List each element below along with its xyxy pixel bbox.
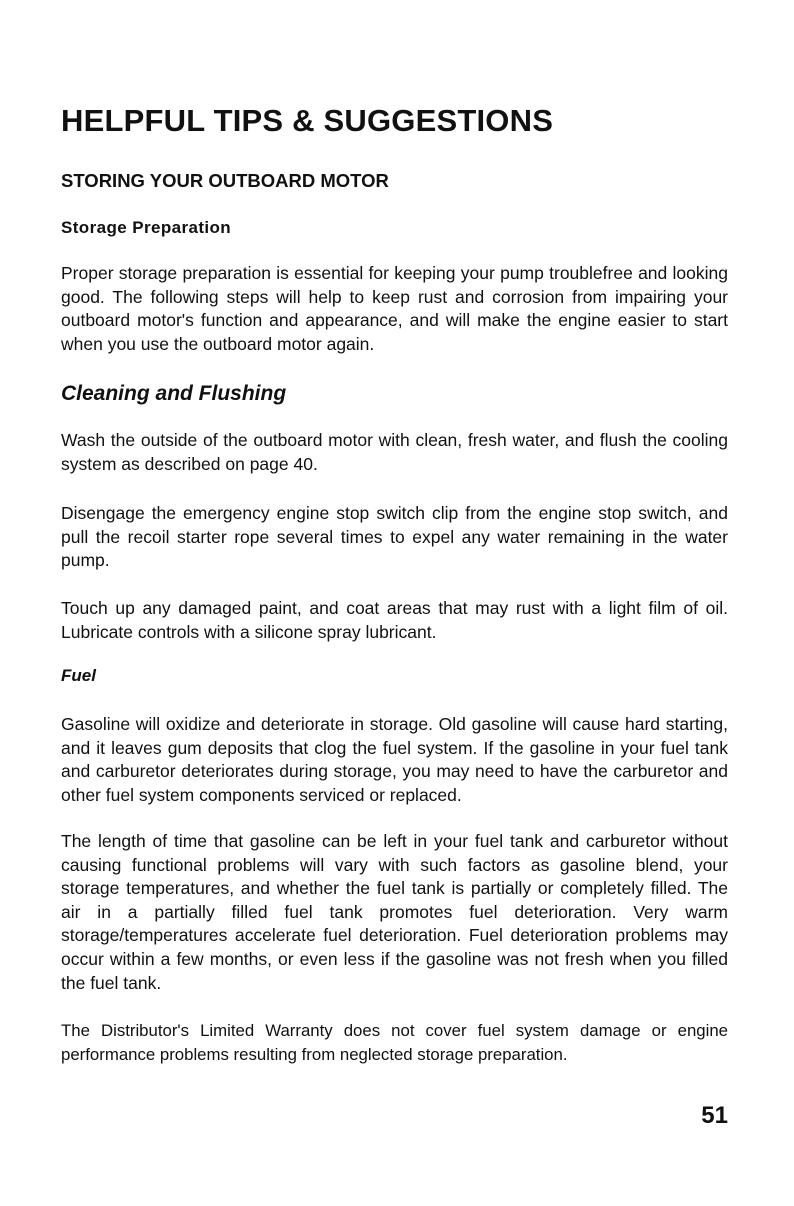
cleaning-paragraph: Touch up any damaged paint, and coat areas that may rust with a light film of oil. Lubricate controls with a silicone spray lubricant.: [61, 598, 728, 642]
intro-paragraph: Proper storage preparation is essential for keeping your pump troublefree and looking good. The following steps will help to keep rust and corrosion from impairing your outboard motor's function and appearance, and will make the engine easier to start when you use the outboard motor again.: [61, 263, 728, 354]
warranty-paragraph: The Distributor's Limited Warranty does not cover fuel system damage or engine performance problems resulting from neglected storage preparation.: [61, 1021, 728, 1064]
cleaning-paragraph: Disengage the emergency engine stop switch clip from the engine stop switch, and pull the recoil starter rope several times to expel any water remaining in the water pump.: [61, 503, 728, 571]
fuel-paragraph: The length of time that gasoline can be left in your fuel tank and carburetor without causing functional problems will vary with such factors as gasoline blend, your storage temperatures, and whether the fuel tank is partially or completely filled. The air in a partially filled fuel tank promotes fuel deterioration. Very warm storage/temperatures accelerate fuel deterioration. Fuel deterioration problems may occur within a few months, or even less if the gasoline was not fresh when you filled the fuel tank.: [61, 831, 728, 993]
fuel-heading: Fuel: [61, 666, 96, 685]
fuel-paragraph: Gasoline will oxidize and deteriorate in storage. Old gasoline will cause hard starting, and it leaves gum deposits that clog the fuel system. If the gasoline in your fuel tank and carburetor deteriorates during storage, you may need to have the carburetor and other fuel system components serviced or replaced.: [61, 714, 728, 805]
page-title: HELPFUL TIPS & SUGGESTIONS: [61, 103, 554, 138]
cleaning-heading: Cleaning and Flushing: [61, 382, 287, 405]
section-title: STORING YOUR OUTBOARD MOTOR: [61, 170, 389, 191]
cleaning-paragraph: Wash the outside of the outboard motor with clean, fresh water, and flush the cooling system as described on page 40.: [61, 430, 728, 474]
storage-preparation-heading: Storage Preparation: [61, 218, 232, 237]
page-number: 51: [701, 1102, 728, 1129]
